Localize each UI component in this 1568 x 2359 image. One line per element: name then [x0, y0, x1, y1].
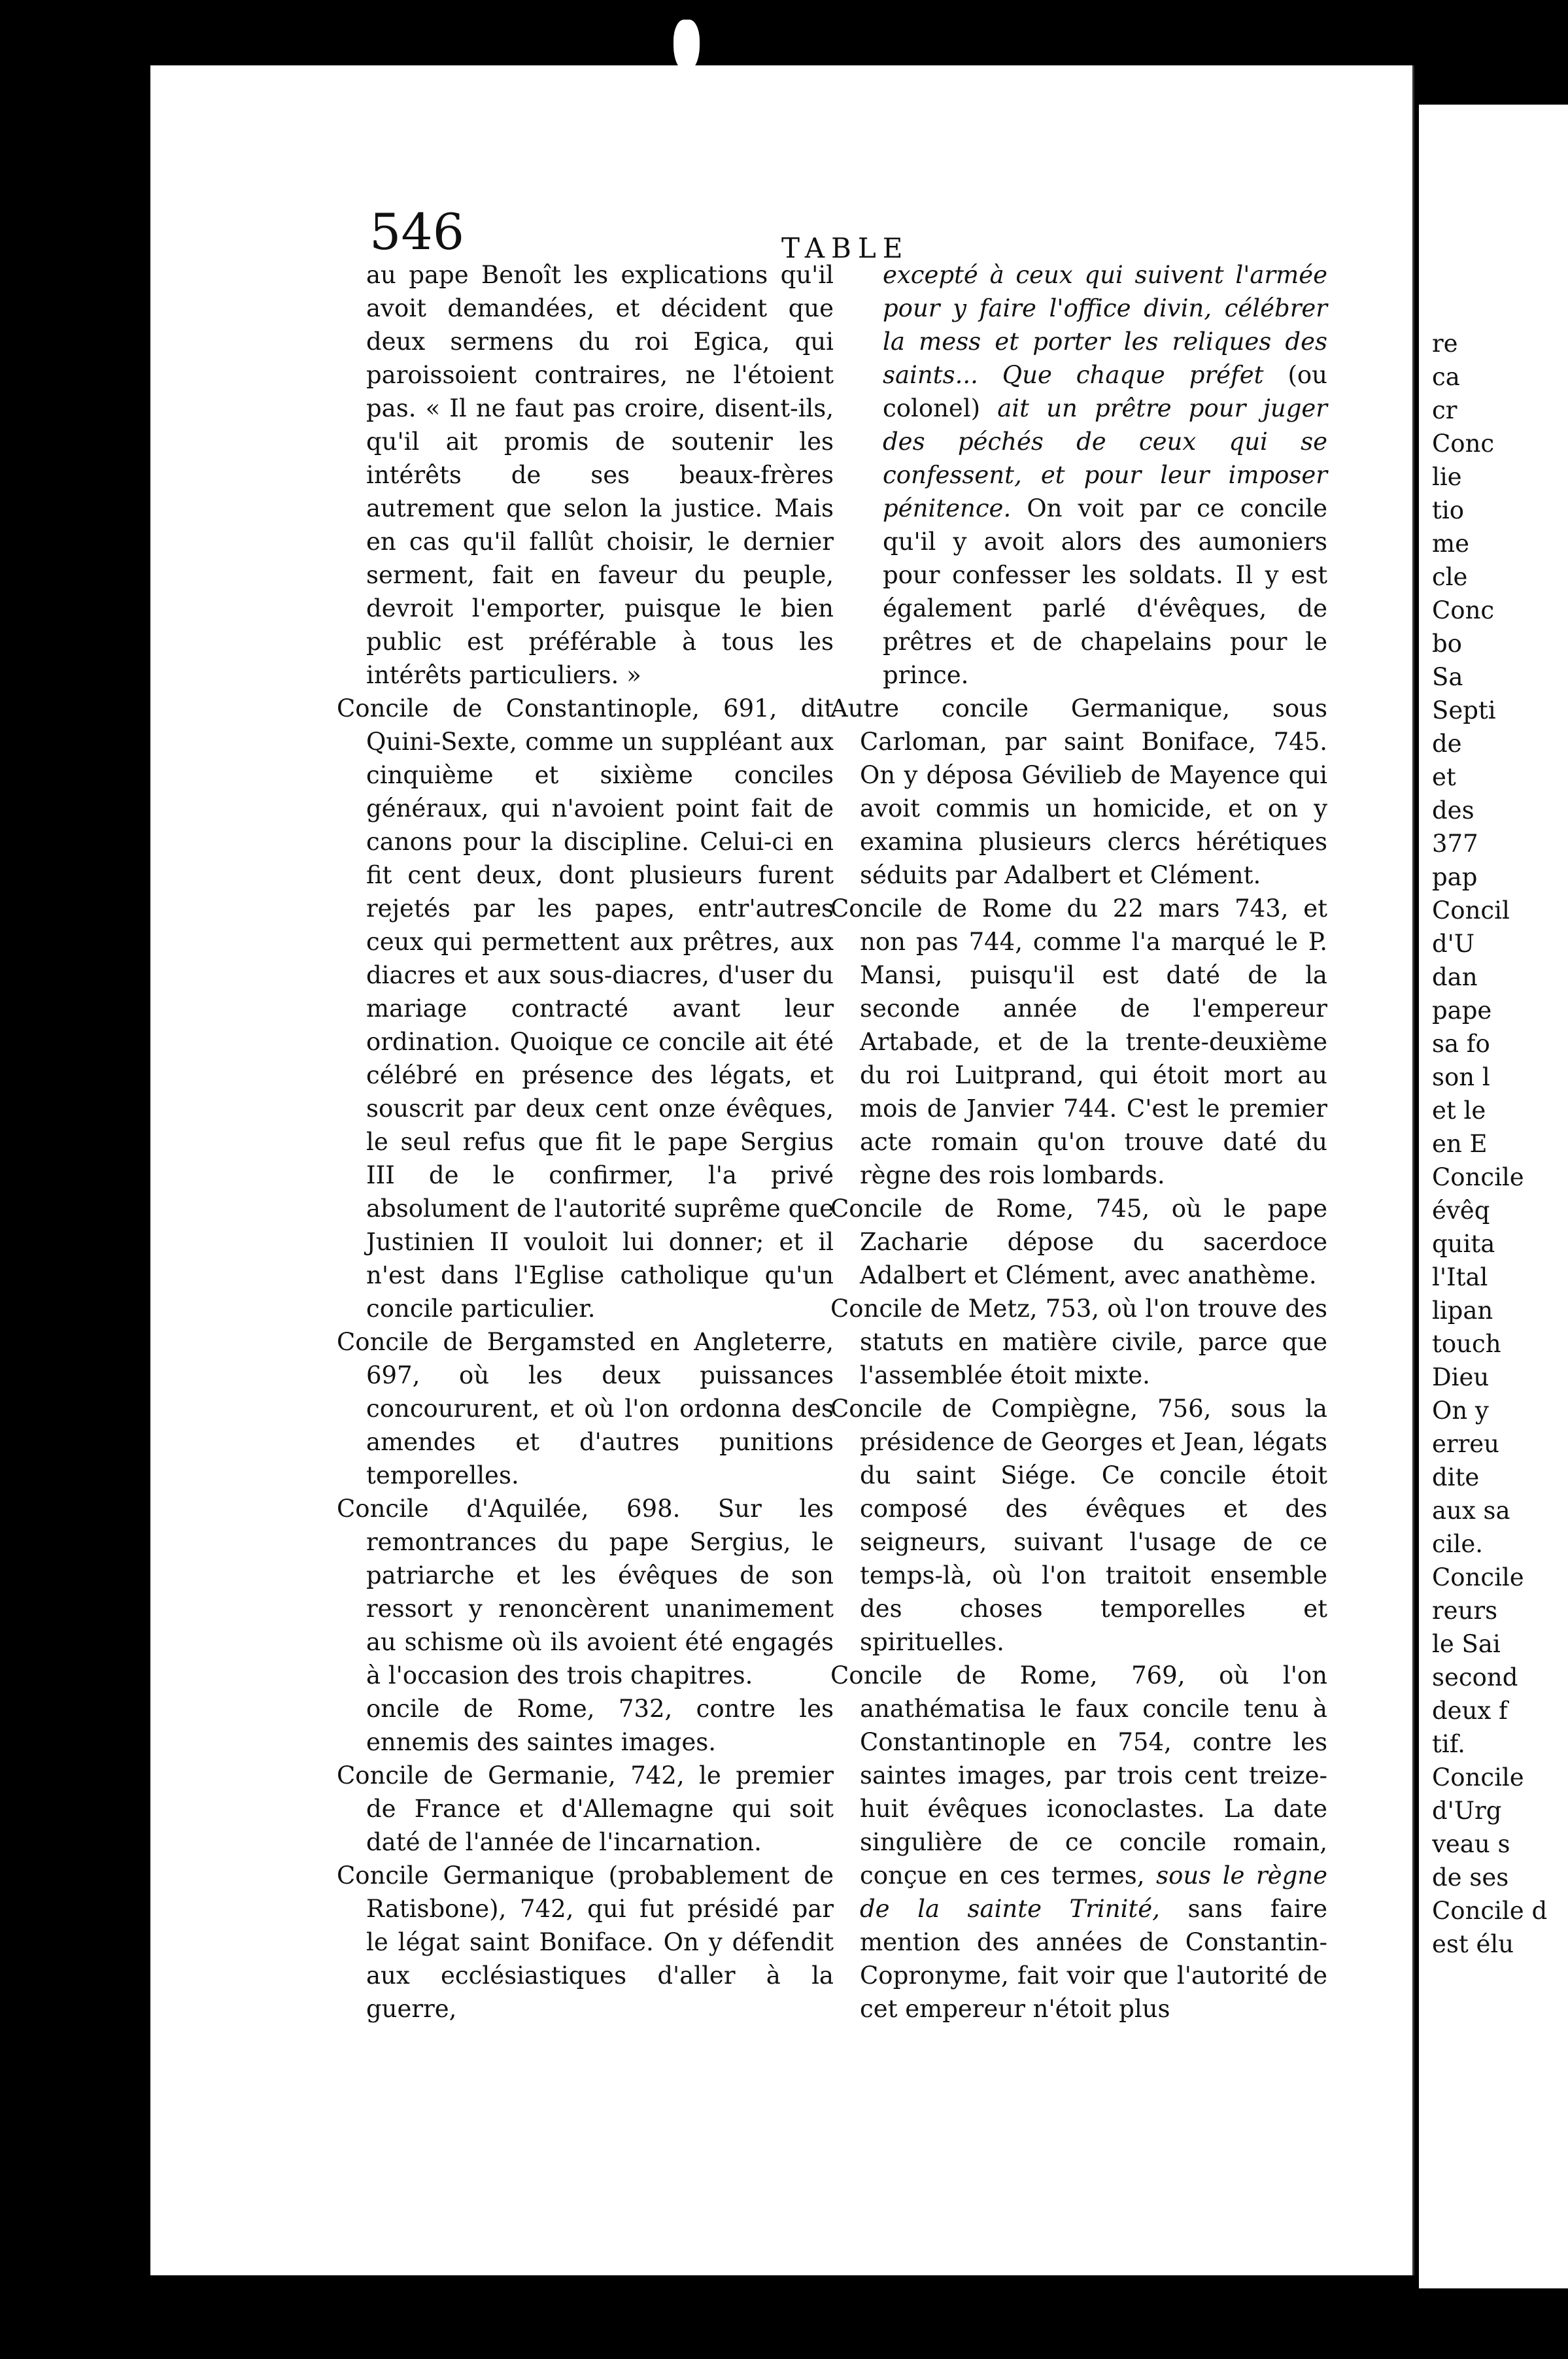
- facing-page-line: On y: [1432, 1397, 1489, 1425]
- facing-page-line: cile.: [1432, 1530, 1484, 1558]
- plain-text: On voit par ce concile qu'il y avoit alors des aumoniers pour confesser les soldats. Il y est également parlé d'évêques, de prêtres et de chapelains pour le prince.: [883, 494, 1327, 689]
- facing-page-line: pap: [1432, 863, 1478, 891]
- right-column: [830, 258, 1327, 2026]
- facing-page-line: de: [1432, 730, 1462, 758]
- facing-page-line: veau s: [1432, 1830, 1510, 1858]
- index-entry: Concile de Germanie, 742, le premier de France et d'Allemagne qui soit daté de l'année de l'incarnation.: [337, 1761, 834, 1856]
- facing-page-text: [1432, 327, 1563, 1961]
- facing-page-line: aux sa: [1432, 1497, 1510, 1525]
- page-number: 546: [369, 203, 465, 261]
- facing-page-line: est élu: [1432, 1930, 1514, 1958]
- facing-page-line: et le: [1432, 1096, 1486, 1125]
- facing-page-line: l'Ital: [1432, 1263, 1488, 1291]
- facing-page-line: de ses: [1432, 1863, 1509, 1892]
- italic-text: excepté à ceux qui suivent l'armée pour y faire l'office divin, célébrer la mess et porter les reliques des saints... Que chaque préfet: [883, 261, 1327, 389]
- index-entry: Concile de Constantinople, 691, dit Quini-Sexte, comme un suppléant aux cinquième et sixième conciles généraux, qui n'avoient point fait de canons pour la discipline. Celui-ci en fit cent deux, dont plusieurs furent rejetés par les papes, entr'autres ceux qui permettent aux prêtres, aux diacres et aux sous-diacres, d'user du mariage contracté avant leur ordination. Quoique ce concile ait été célébré en présence des légats, et souscrit par deux cent onze évêques, le seul refus que fit le pape Sergius III de le confirmer, l'a privé absolument de l'autorité suprême que Justinien II vouloit lui donner; et il n'est dans l'Eglise catholique qu'un concile particulier.: [337, 694, 834, 1323]
- facing-page-line: Conc: [1432, 596, 1495, 624]
- facing-page-line: Concile: [1432, 1563, 1524, 1591]
- facing-page-line: Concile: [1432, 1163, 1524, 1191]
- facing-page-line: tio: [1432, 496, 1464, 524]
- facing-page-line: Concil: [1432, 896, 1510, 925]
- facing-page-line: évêq: [1432, 1196, 1490, 1225]
- plain-text: (ou colonel): [883, 361, 1327, 422]
- facing-page-line: dan: [1432, 963, 1478, 991]
- index-entry: Concile de Metz, 753, où l'on trouve des statuts en matière civile, parce que l'assemblée étoit mixte.: [830, 1295, 1327, 1389]
- plain-text: Concile de Rome, 769, où l'on anathématisa le faux concile tenu à Constantinople en 754, contre les saintes images, par trois cent treize-huit évêques iconoclastes. La date singulière de ce concile romain, conçue en ces termes,: [830, 1661, 1327, 1890]
- index-entry: Concile de Compiègne, 756, sous la présidence de Georges et Jean, légats du saint Siége. Ce concile étoit composé des évêques et des seigneurs, suivant l'usage de ce temps-là, où l'on traitoit ensemble des choses temporelles et spirituelles.: [830, 1395, 1327, 1656]
- left-column: [337, 258, 834, 2026]
- facing-page-line: ca: [1432, 363, 1460, 391]
- index-entry: oncile de Rome, 732, contre les ennemis des saintes images.: [366, 1695, 834, 1756]
- facing-page-line: cr: [1432, 396, 1457, 424]
- facing-page-line: pape: [1432, 996, 1492, 1025]
- italic-text: ait un prêtre pour juger des péchés de ceux qui se confessent, et pour leur imposer pénitence.: [883, 394, 1327, 522]
- index-entry: Concile Germanique (probablement de Ratisbone), 742, qui fut présidé par le légat saint Boniface. On y défendit aux ecclésiastiques d'aller à la guerre,: [337, 1861, 834, 2023]
- facing-page-line: reurs: [1432, 1597, 1498, 1625]
- italic-text: sous le règne de la sainte Trinité,: [860, 1861, 1328, 1923]
- facing-page-line: lie: [1432, 463, 1462, 491]
- facing-page-line: Sa: [1432, 663, 1463, 691]
- running-title: TABLE: [781, 232, 910, 264]
- facing-page-line: cle: [1432, 563, 1468, 591]
- facing-page-line: second: [1432, 1663, 1518, 1691]
- index-entry: Concile de Bergamsted en Angleterre, 697, où les deux puissances concoururent, et où l'on ordonna des amendes et d'autres punitions temporelles.: [337, 1328, 834, 1489]
- ink-blot: [673, 20, 700, 72]
- facing-page-line: erreu: [1432, 1430, 1499, 1458]
- facing-page-line: Concile: [1432, 1763, 1524, 1791]
- facing-page-line: d'U: [1432, 930, 1475, 958]
- facing-page-line: tif.: [1432, 1730, 1465, 1758]
- facing-page-line: son l: [1432, 1063, 1490, 1091]
- facing-page-line: bo: [1432, 630, 1462, 658]
- facing-page-line: lipan: [1432, 1297, 1493, 1325]
- index-entry: [830, 1659, 1327, 2026]
- facing-page-line: 377: [1432, 830, 1478, 858]
- facing-page-line: Concile d: [1432, 1897, 1548, 1925]
- facing-page-line: Conc: [1432, 430, 1495, 458]
- facing-page-line: me: [1432, 530, 1469, 558]
- facing-page-line: et: [1432, 763, 1456, 791]
- index-entry: Concile d'Aquilée, 698. Sur les remontrances du pape Sergius, le patriarche et les évêques de son ressort y renoncèrent unanimement au schisme où ils avoient été engagés à l'occasion des trois chapitres.: [337, 1495, 834, 1689]
- facing-page-line: d'Urg: [1432, 1797, 1502, 1825]
- facing-page-line: sa fo: [1432, 1030, 1490, 1058]
- index-entry: Concile de Rome du 22 mars 743, et non pas 744, comme l'a marqué le P. Mansi, puisqu'il est daté de la seconde année de l'empereur Artabade, et de la trente-deuxième du roi Luitprand, qui étoit mort au mois de Janvier 744. C'est le premier acte romain qu'on trouve daté du règne des rois lombards.: [830, 894, 1327, 1189]
- facing-page-line: Dieu: [1432, 1363, 1490, 1391]
- facing-page-line: des: [1432, 796, 1474, 824]
- facing-page-line: le Sai: [1432, 1630, 1501, 1658]
- index-entry: Concile de Rome, 745, où le pape Zacharie dépose du sacerdoce Adalbert et Clément, avec anathème.: [830, 1195, 1327, 1289]
- plain-text: sans faire mention des années de Constantin-Copronyme, fait voir que l'autorité de cet empereur n'étoit plus: [860, 1895, 1328, 2023]
- facing-page-line: touch: [1432, 1330, 1501, 1358]
- continued-text: au pape Benoît les explications qu'il avoit demandées, et décident que deux sermens du roi Egica, qui paroissoient contraires, ne l'étoient pas. « Il ne faut pas croire, disent-ils, qu'il ait promis de soutenir les intérêts de ses beaux-frères autrement que selon la justice. Mais en cas qu'il fallût choisir, le dernier serment, fait en faveur du peuple, devroit l'emporter, puisque le bien public est préférable à tous les intérêts particuliers. »: [366, 261, 834, 689]
- facing-page-line: en E: [1432, 1130, 1488, 1158]
- continued-text: [830, 258, 1327, 692]
- facing-page-line: re: [1432, 330, 1458, 358]
- index-entry: Autre concile Germanique, sous Carloman, par saint Boniface, 745. On y déposa Gévilieb de Mayence qui avoit commis un homicide, et on y examina plusieurs clercs hérétiques séduits par Adalbert et Clément.: [830, 694, 1327, 889]
- facing-page-line: quita: [1432, 1230, 1495, 1258]
- facing-page-line: deux f: [1432, 1697, 1508, 1725]
- facing-page-line: dite: [1432, 1463, 1480, 1491]
- facing-page-line: Septi: [1432, 696, 1496, 724]
